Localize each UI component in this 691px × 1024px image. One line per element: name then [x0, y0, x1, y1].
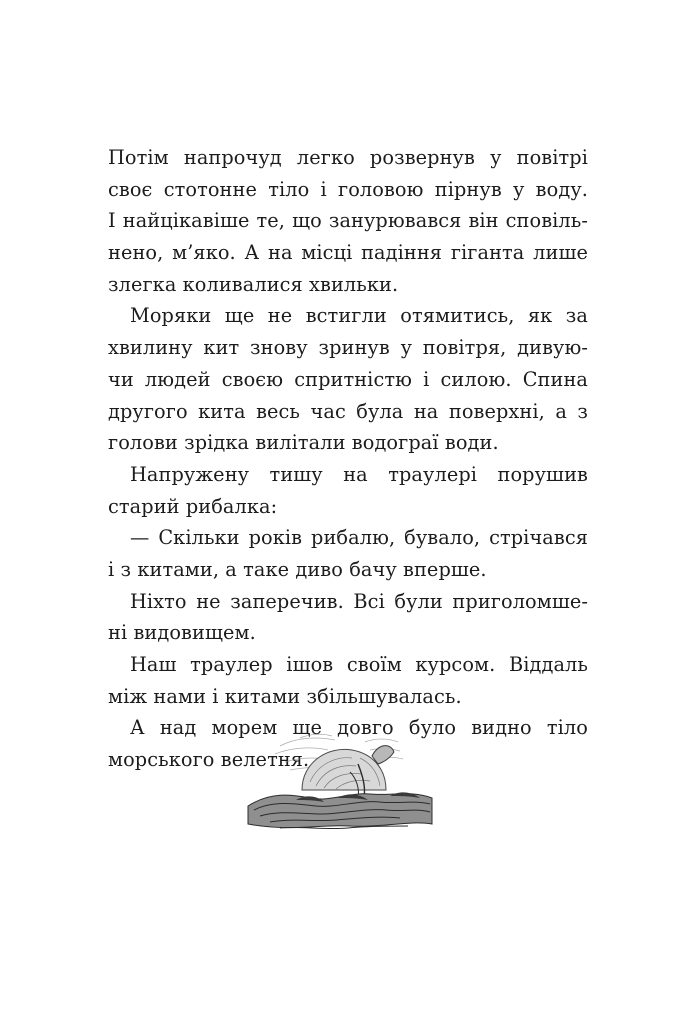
text-line: чи людей своєю спритністю і силою. Спина [108, 367, 588, 391]
text-line: між нами і китами збільшувалась. [108, 684, 462, 708]
text-line: хвилину кит знову зринув у повітря, дивую- [108, 336, 588, 360]
text-line: Ніхто не заперечив. Всі були приголомше- [130, 589, 588, 613]
story-text [108, 142, 588, 776]
text-line: — Скільки років рибалю, бувало, стрічався [130, 526, 588, 550]
text-line: ні видовищем. [108, 621, 256, 645]
text-line: морського велетня. [108, 748, 310, 772]
text-line: і з китами, а таке диво бачу вперше. [108, 557, 487, 581]
text-line: Моряки ще не встигли отямитись, як за [130, 304, 588, 328]
whale-in-waves-illustration [240, 728, 440, 838]
text-line: голови зрідка вилітали водограї води. [108, 431, 499, 455]
text-line: другого кита весь час була на поверхні, а з [108, 399, 588, 423]
text-line: нено, м’яко. А на місці падіння гіганта лише [108, 241, 588, 265]
text-line: І найцікавіше те, що занурювався він сповіль- [108, 209, 588, 233]
text-line: Напружену тишу на траулері порушив [130, 462, 588, 486]
text-line: А над морем ще довго було видно тіло [130, 716, 588, 740]
text-line: Потім напрочуд легко розвернув у повітрі [108, 146, 588, 169]
text-line: старий рибалка: [108, 494, 278, 518]
text-line: злегка коливалися хвильки. [108, 272, 399, 296]
text-line: Наш траулер ішов своїм курсом. Віддаль [130, 653, 588, 676]
text-line: своє стотонне тіло і головою пірнув у воду. [108, 177, 588, 201]
